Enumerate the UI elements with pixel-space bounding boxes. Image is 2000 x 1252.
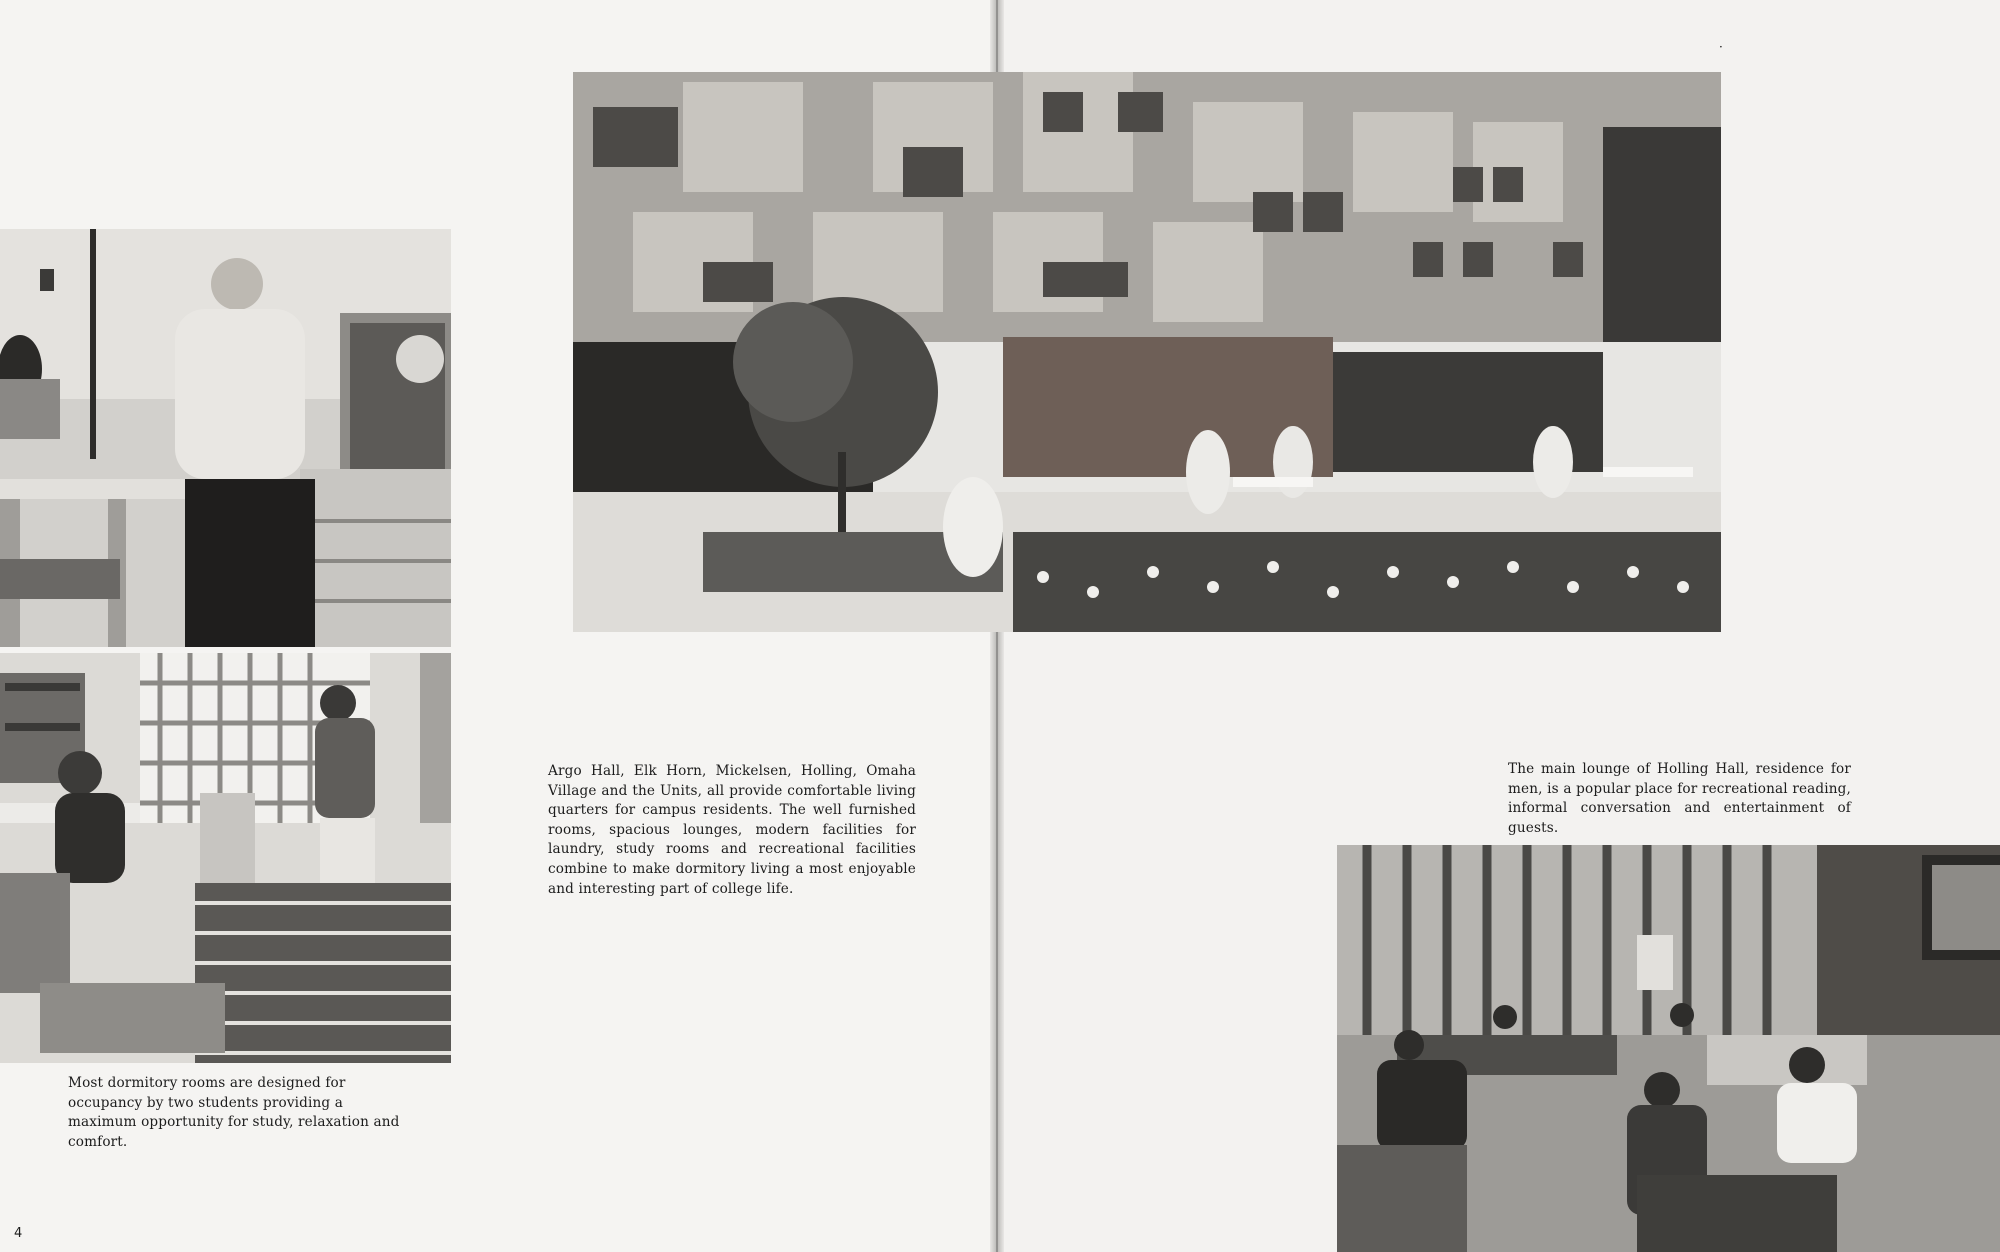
page-mark: · [1719,40,1723,54]
page-number: 4 [14,1226,23,1241]
photo-dorm-room-men [0,653,451,1063]
photo-dorm-room-women [0,229,451,647]
photo-dormitory-exterior [573,72,1721,632]
caption-dorm-rooms: Most dormitory rooms are designed for occupancy by two students providing a maximum opportunity for study, relaxation and comfort. [68,1075,400,1150]
caption-lounge: The main lounge of Holling Hall, residence for men, is a popular place for recreational reading, informal conversation and entertainment of guests. [1508,761,1851,836]
caption-halls: Argo Hall, Elk Horn, Mickelsen, Holling, Omaha Village and the Units, all provide comfortable living quarters for campus residents. The well furnished rooms, spacious lounges, modern facilities for laundry, study rooms and recreational facilities combine to make dormitory living a most enjoyable and interesting part of college life. [548,763,916,897]
photo-lounge [1337,845,2000,1252]
